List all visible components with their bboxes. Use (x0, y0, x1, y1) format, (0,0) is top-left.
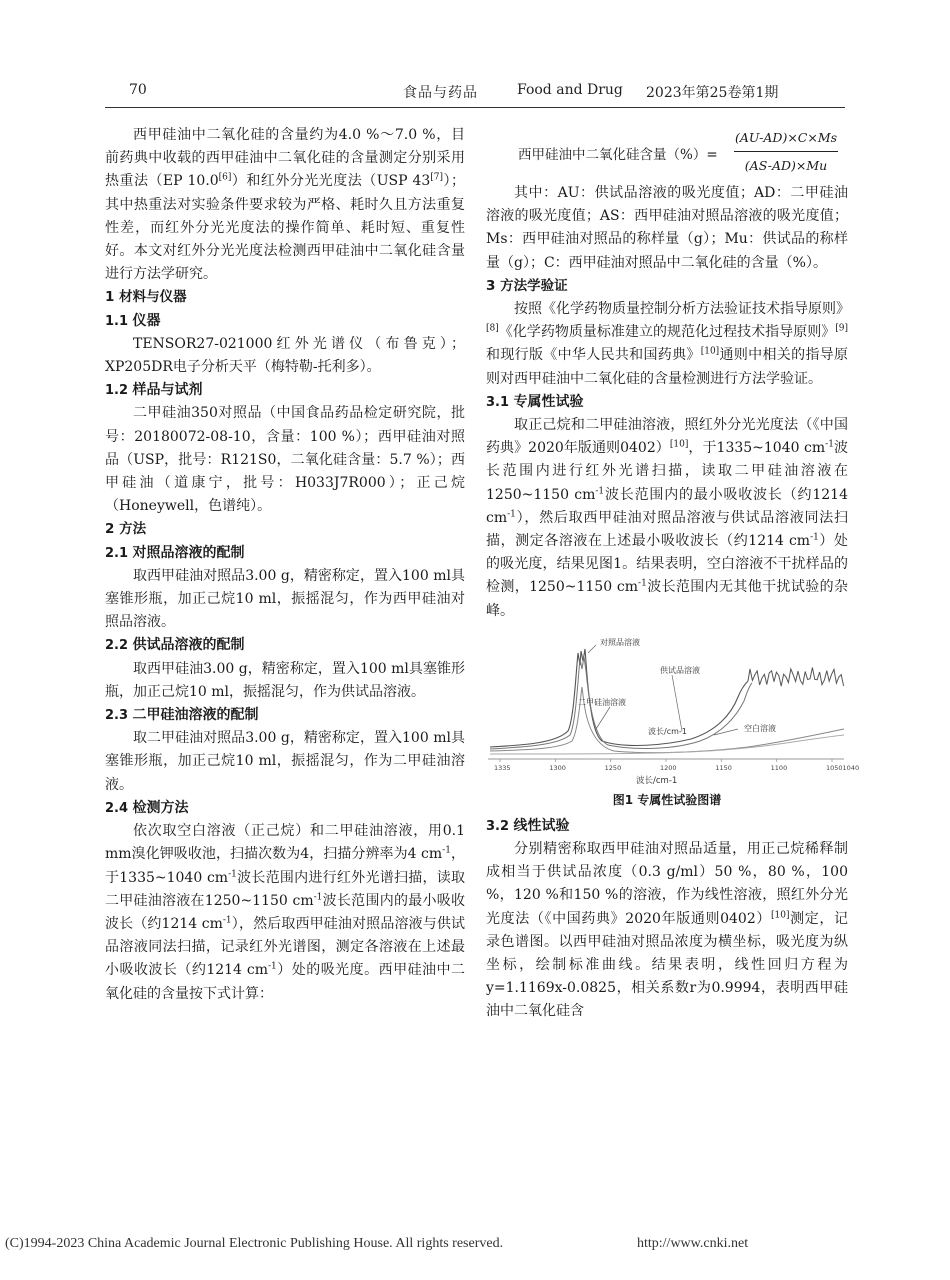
legend-sample: 供试品溶液 (660, 665, 700, 675)
section-2-1-heading: 2.1 对照品溶液的配制 (105, 544, 245, 561)
section-3-2-heading: 3.2 线性试验 (486, 817, 570, 834)
silica-content-formula (486, 124, 848, 180)
section-2-4-text: 依次取空白溶液（正己烷）和二甲硅油溶液，用0.1 mm溴化钾吸收池，扫描次数为4，扫描分辨率为4 $cm^{-1}$，于1335~1040 $cm^{-1}$波长范围内进行红外光谱扫描，读取二甲硅油溶液在1250~1150 $cm^{-1}$波长范围内的最小吸收波长（约1214 $cm^{-1}$），然后取西甲硅油对照品溶液与供试品溶液同法扫描，记录红外光谱图，测定各溶液在上述最小吸收波长（约1214 $cm^{-1}$）处的吸光度。西甲硅油中二氧化硅的含量按下式计算： (105, 823, 466, 1002)
section-2-2-heading: 2.2 供试品溶液的配制 (105, 637, 245, 654)
ref-7: [7] (430, 172, 444, 183)
formula-variables: 其中：AU：供试品溶液的吸光度值；AD：二甲硅油溶液的吸光度值；AS：西甲硅油对照品溶液的吸光度值；Ms：西甲硅油对照品的称样量（g）；Mu：供试品的称样量（g）；C：西甲硅油对照品中二氧化硅的含量（%）。 (486, 185, 848, 271)
x-tick-label: 1335 (494, 763, 511, 772)
legend-reference: 对照品溶液 (600, 637, 640, 647)
right-column (486, 124, 860, 1024)
formula-denominator: (AS-AD)×Mu (744, 158, 828, 174)
series-noise-region (748, 667, 844, 686)
section-1-1-heading: 1.1 仪器 (105, 312, 161, 329)
leader-dimethicone (596, 707, 610, 729)
section-2-4-heading: 2.4 检测方法 (105, 799, 189, 816)
leader-reference (588, 645, 596, 653)
series-dimethicone-solution (490, 687, 844, 753)
section-3-heading: 3 方法学验证 (486, 277, 568, 294)
section-3-text: 按照《化学药物质量控制分析方法验证技术指导原则》[8]《化学药物质量标准建立的规范化过程技术指导原则》[9]和现行版《中华人民共和国药典》[10]通则中相关的指导原则对西甲硅油中二氧化硅的含量检测进行方法学验证。 (486, 301, 850, 387)
journal-name-cn: 食品与药品 (403, 85, 478, 101)
section-3-1-heading: 3.1 专属性试验 (486, 393, 584, 410)
header-rule (105, 107, 845, 108)
running-header (105, 80, 845, 104)
x-tick-label: 1300 (549, 763, 566, 772)
section-2-2-text: 取西甲硅油3.00 g，精密称定，置入100 ml具塞锥形瓶，加正己烷10 ml，振摇混匀，作为供试品溶液。 (105, 660, 465, 700)
x-tick-label: 1250 (604, 763, 622, 772)
section-1-2-text: 二甲硅油350对照品（中国食品药品检定研究院，批号：20180072-08-10，含量：100 %）；西甲硅油对照品（USP，批号：R121S0，二氧化硅含量：5.7 %）；西甲硅油（道康宁，批号：H033J7R000）；正己烷（Honeywell，色谱纯）。 (105, 405, 465, 515)
leader-sample (672, 675, 682, 731)
section-3-2-text: 分别精密称取西甲硅油对照品适量，用正己烷稀释制成相当于供试品浓度（0.3 g/ml）50 %，80 %，100 %，120 %和150 %的溶液，作为线性溶液，照红外分光光度法（《中国药典》2020年版通则0402）[10]测定，记录色谱图。以西甲硅油对照品浓度为横坐标，吸光度为纵坐标，绘制标准曲线。结果表明，线性回归方程为y=1.1169x-0.0825，相关系数r为0.9994，表明西甲硅油中二氧化硅含 (486, 841, 848, 1020)
legend-blank: 空白溶液 (744, 723, 776, 733)
legend-dimethicone: 二甲硅油溶液 (578, 697, 626, 707)
inner-axis-label: 波长/cm-1 (648, 726, 687, 736)
page-number: 70 (129, 82, 147, 98)
formula-fraction (734, 126, 838, 177)
section-1-heading: 1 材料与仪器 (105, 289, 187, 306)
ref-6: [6] (218, 172, 232, 183)
footer-url[interactable]: http://www.cnki.net (637, 1236, 749, 1251)
x-tick-label: 1200 (660, 763, 677, 772)
section-3-1-text: 取正己烷和二甲硅油溶液，照红外分光光度法（《中国药典》2020年版通则0402）[10]，于1335~1040 $cm^{-1}$波长范围内进行红外光谱扫描，读取二甲硅油溶液在1250~1150 $cm^{-1}$波长范围内的最小吸收波长（约1214 $cm^{-1}$），然后取西甲硅油对照品溶液与供试品溶液同法扫描，测定各溶液在上述最小吸收波长（约1214 $cm^{-1}$）处的吸光度，结果见图1。结果表明，空白溶液不干扰样品的检测，1250~1150 $cm^{-1}$波长范围内无其他干扰试验的杂峰。 (486, 417, 849, 619)
section-1-2-heading: 1.2 样品与试剂 (105, 382, 203, 399)
spectrum-chart (486, 631, 860, 789)
section-2-3-text: 取二甲硅油对照品3.00 g，精密称定，置入100 ml具塞锥形瓶，加正己烷10 ml，振摇混匀，作为二甲硅油溶液。 (105, 730, 465, 793)
figure-1-caption: 图1 专属性试验图谱 (612, 792, 722, 807)
section-1-1-text: TENSOR27-021000红外光谱仪（布鲁克）；XP205DR电子分析天平（梅特勒-托利多）。 (105, 335, 465, 376)
x-tick-label: 1150 (715, 763, 732, 772)
section-2-heading: 2 方法 (105, 521, 147, 538)
left-column (105, 124, 465, 1006)
section-2-1-text: 取西甲硅油对照品3.00 g，精密称定，置入100 ml具塞锥形瓶，加正己烷10 ml，振摇混匀，作为西甲硅油对照品溶液。 (105, 567, 465, 631)
issue-info: 2023年第25卷第1期 (646, 85, 779, 101)
formula-numerator: (AU-AD)×C×Ms (734, 126, 838, 152)
figure-1-spectrum (486, 631, 860, 789)
journal-name-en: Food and Drug (517, 82, 623, 98)
x-axis-title: 波长/cm-1 (636, 775, 678, 786)
x-tick-label: 10501040 (826, 763, 860, 772)
formula-lhs: 西甲硅油中二氧化硅含量（%）= (518, 147, 718, 163)
x-tick-label: 1100 (770, 763, 788, 772)
intro-paragraph: 西甲硅油中二氧化硅的含量约为4.0 %～7.0 %，目前药典中收载的西甲硅油中二氧化硅的含量测定分别采用热重法（EP 10.0[6]）和红外分光光度法（USP 43[7]）；其中热重法对实验条件要求较为严格、耗时久且方法重复性差，而红外分光光度法的操作简单、耗时短、重复性好。本文对红外分光光度法检测西甲硅油中二氧化硅含量进行方法学研究。 (105, 127, 465, 283)
copyright-notice: (C)1994-2023 China Academic Journal Electronic Publishing House. All rights reserved. (5, 1236, 504, 1251)
section-2-3-heading: 2.3 二甲硅油溶液的配制 (105, 707, 259, 724)
